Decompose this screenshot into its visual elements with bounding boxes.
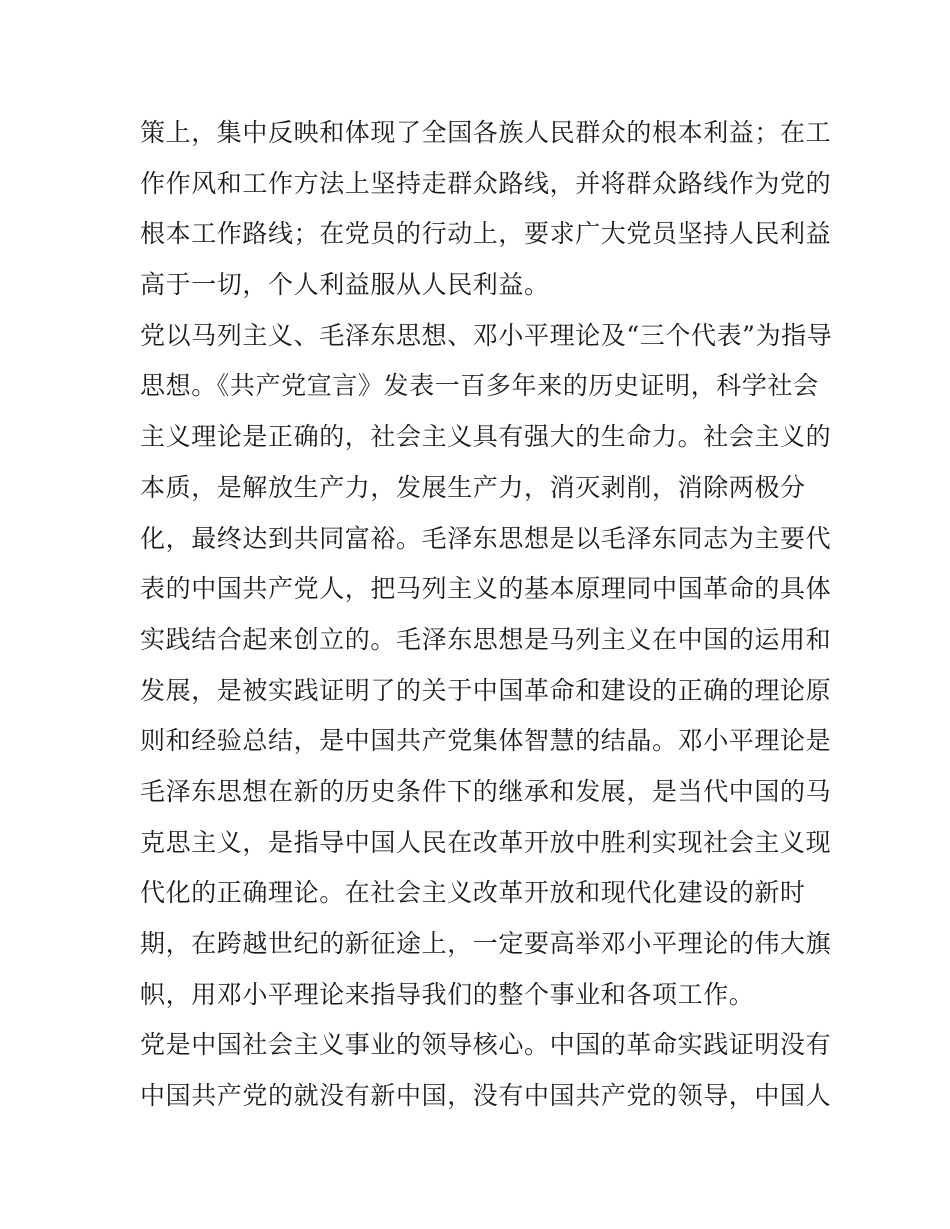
text-line: 实践结合起来创立的。毛泽东思想是马列主义在中国的运用和 [140,624,832,654]
text-line: 表的中国共产党人，把马列主义的基本原理同中国革命的具体 [140,574,832,604]
document-body [140,108,833,1122]
text-line: 克思主义，是指导中国人民在改革开放中胜利实现社会主义现 [140,827,832,857]
text-line: 主义理论是正确的，社会主义具有强大的生命力。社会主义的 [140,422,832,452]
text-line: 党是中国社会主义事业的领导核心。中国的革命实践证明没有 [140,1030,832,1060]
text-line: 发展，是被实践证明了的关于中国革命和建设的正确的理论原 [140,675,832,705]
text-line: 代化的正确理论。在社会主义改革开放和现代化建设的新时 [140,878,806,908]
text-line: 期，在跨越世纪的新征途上，一定要高举邓小平理论的伟大旗 [140,929,832,958]
text-line: 作作风和工作方法上坚持走群众路线，并将群众路线作为党的 [140,168,832,198]
text-line: 本质，是解放生产力，发展生产力，消灭剥削，消除两极分 [140,472,806,502]
text-line: 则和经验总结，是中国共产党集体智慧的结晶。邓小平理论是 [140,726,832,756]
text-line: 帜，用邓小平理论来指导我们的整个事业和各项工作。 [140,979,755,1009]
text-line: 高于一切，个人利益服从人民利益。 [140,270,550,300]
text-line: 思想。《共产党宣言》发表一百多年来的历史证明，科学社会 [140,371,819,401]
text-line: 化，最终达到共同富裕。毛泽东思想是以毛泽东同志为主要代 [140,523,832,553]
text-line: 策上，集中反映和体现了全国各族人民群众的根本利益；在工 [140,118,832,147]
text-line: 党以马列主义、毛泽东思想、邓小平理论及“三个代表”为指导 [140,320,833,350]
text-line: 根本工作路线；在党员的行动上，要求广大党员坚持人民利益 [140,219,832,249]
text-line: 中国共产党的就没有新中国，没有中国共产党的领导，中国人 [140,1081,832,1111]
text-line: 毛泽东思想在新的历史条件下的继承和发展，是当代中国的马 [140,776,832,806]
